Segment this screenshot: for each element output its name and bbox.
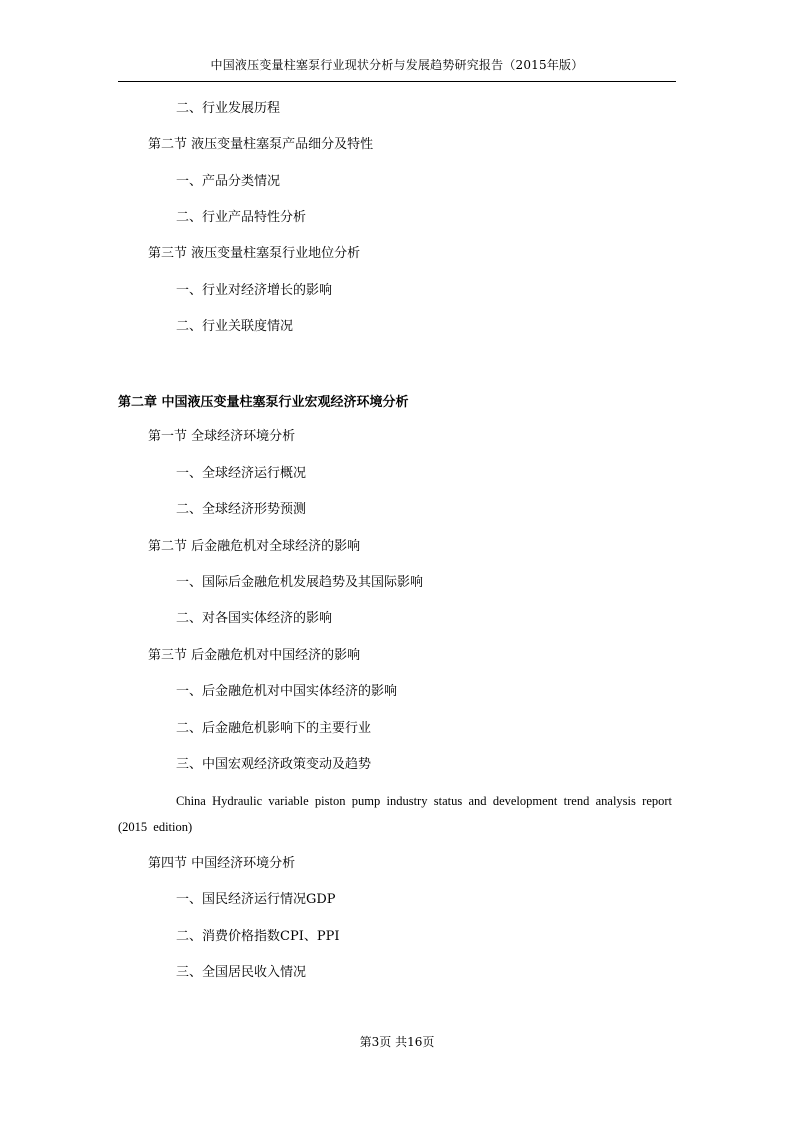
- toc-entry: 二、消费价格指数CPI、PPI: [176, 929, 340, 944]
- toc-entry: 第三节 后金融危机对中国经济的影响: [148, 648, 361, 663]
- toc-entry: 一、国际后金融危机发展趋势及其国际影响: [176, 575, 424, 590]
- toc-entry: 第一节 全球经济环境分析: [148, 429, 296, 444]
- toc-entry: 二、行业产品特性分析: [176, 210, 307, 225]
- english-title-paragraph: China Hydraulic variable piston pump industry status and development trend analysis report (2015 edition): [118, 794, 672, 834]
- toc-entry: 二、行业发展历程: [176, 101, 281, 116]
- toc-entry: 第二节 后金融危机对全球经济的影响: [148, 539, 361, 554]
- toc-entry: 二、行业关联度情况: [176, 319, 294, 334]
- header-rule: [118, 81, 676, 82]
- toc-entry: 三、全国居民收入情况: [176, 965, 307, 980]
- toc-entry: 二、对各国实体经济的影响: [176, 611, 333, 626]
- toc-entry: 第二节 液压变量柱塞泵产品细分及特性: [148, 137, 374, 152]
- toc-entry: 一、产品分类情况: [176, 174, 281, 189]
- toc-entry: 三、中国宏观经济政策变动及趋势: [176, 757, 372, 772]
- toc-entry: 二、全球经济形势预测: [176, 502, 307, 517]
- toc-entry: 第四节 中国经济环境分析: [148, 856, 296, 871]
- toc-entry: 一、全球经济运行概况: [176, 466, 307, 481]
- toc-entry: 第三节 液压变量柱塞泵行业地位分析: [148, 246, 361, 261]
- page-number: 第3页 共16页: [359, 1035, 435, 1049]
- running-header: 中国液压变量柱塞泵行业现状分析与发展趋势研究报告（2015年版）: [210, 58, 584, 72]
- chapter-heading: 第二章 中国液压变量柱塞泵行业宏观经济环境分析: [118, 395, 409, 410]
- toc-entry: 一、行业对经济增长的影响: [176, 283, 333, 298]
- toc-entry: 一、后金融危机对中国实体经济的影响: [176, 684, 398, 699]
- toc-entry: 一、国民经济运行情况GDP: [176, 892, 336, 907]
- toc-entry: 二、后金融危机影响下的主要行业: [176, 721, 372, 736]
